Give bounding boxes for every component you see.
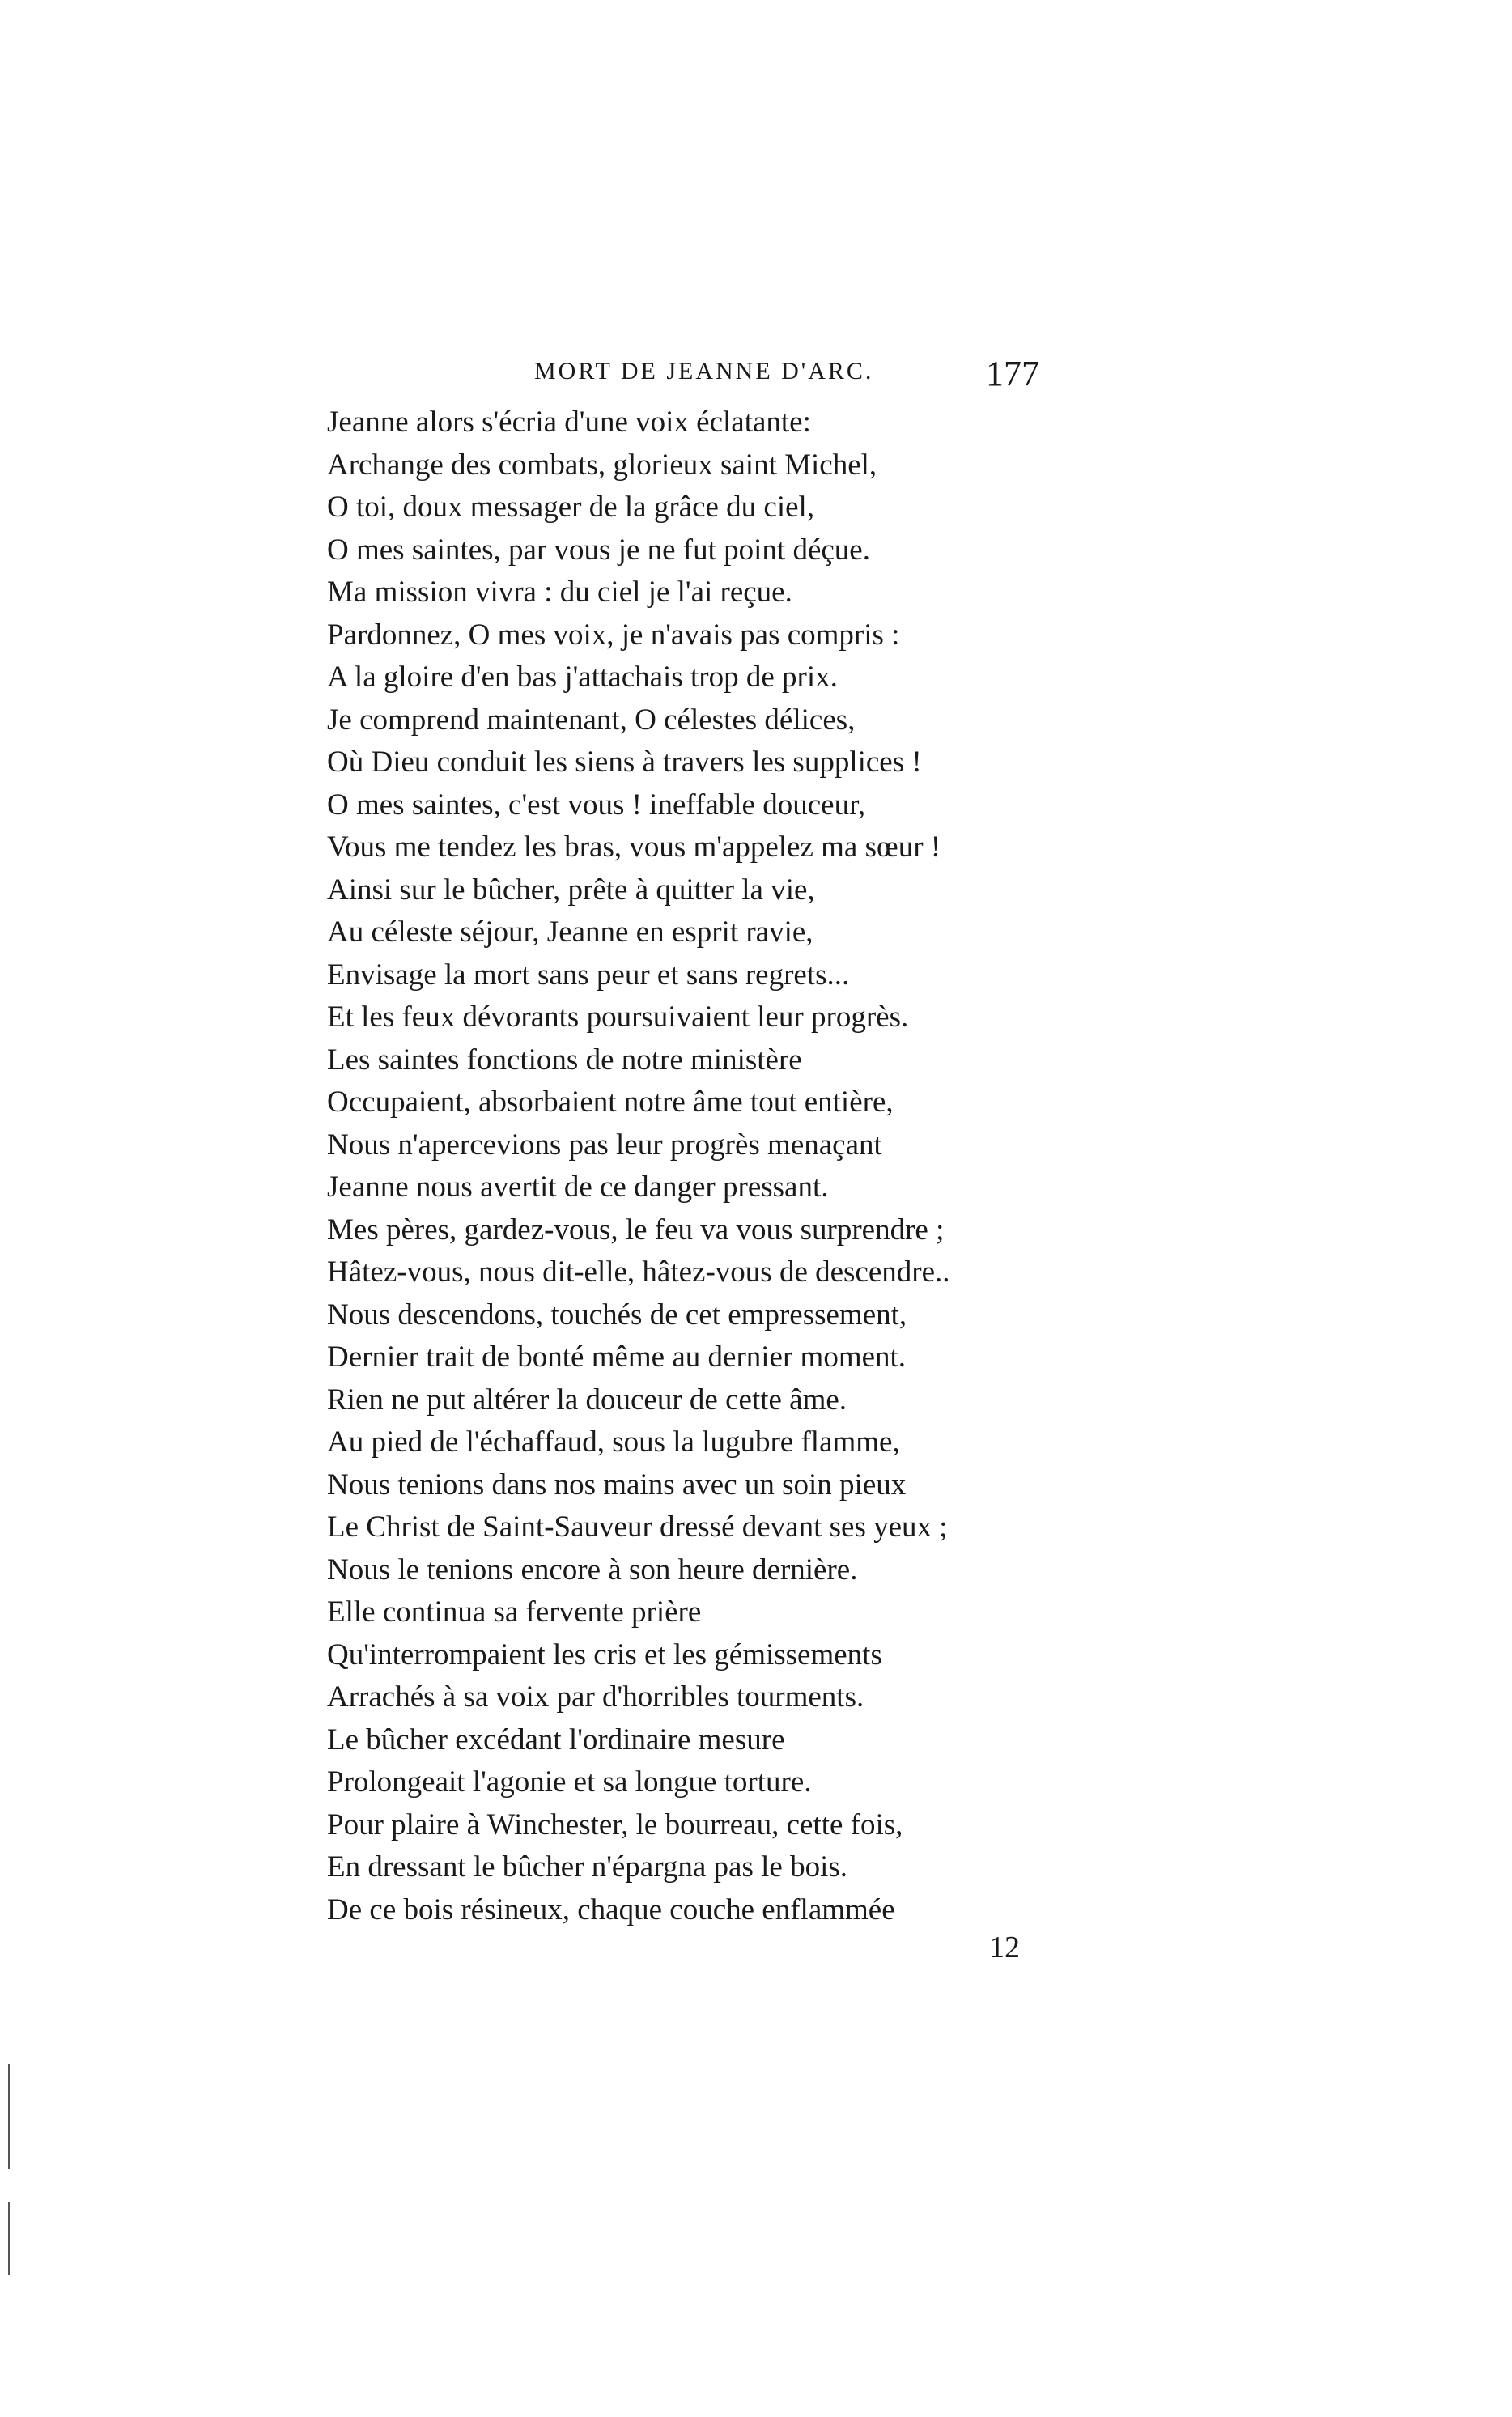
verse-line: Rien ne put altérer la douceur de cette âme. <box>327 1383 847 1417</box>
verse-line: Les saintes fonctions de notre ministère <box>327 1043 802 1077</box>
verse-line: Hâtez-vous, nous dit-elle, hâtez-vous de descendre.. <box>327 1255 950 1289</box>
verse-line: Le bûcher excédant l'ordinaire mesure <box>327 1722 785 1756</box>
verse-line: De ce bois résineux, chaque couche enflammée <box>327 1892 895 1926</box>
verse-line: Occupaient, absorbaient notre âme tout entière, <box>327 1085 894 1119</box>
verse-line: O mes saintes, c'est vous ! ineffable douceur, <box>327 788 866 822</box>
verse-line: Elle continua sa fervente prière <box>327 1595 702 1629</box>
running-head <box>0 353 1512 401</box>
verse-line: En dressant le bûcher n'épargna pas le bois. <box>327 1850 848 1884</box>
verse-line: Envisage la mort sans peur et sans regrets... <box>327 958 850 992</box>
running-title: MORT DE JEANNE D'ARC. <box>534 358 874 384</box>
verse-line: Archange des combats, glorieux saint Michel, <box>327 448 877 482</box>
verse-line: Au céleste séjour, Jeanne en esprit ravie, <box>327 915 813 949</box>
verse-line: Prolongeait l'agonie et sa longue torture. <box>327 1765 812 1799</box>
verse-line: Vous me tendez les bras, vous m'appelez ma sœur ! <box>327 830 941 864</box>
verse-line: O toi, doux messager de la grâce du ciel, <box>327 491 815 524</box>
verse-line: Au pied de l'échaffaud, sous la lugubre flamme, <box>327 1425 900 1459</box>
verse-line: Nous tenions dans nos mains avec un soin pieux <box>327 1468 907 1502</box>
verse-line: Où Dieu conduit les siens à travers les supplices ! <box>327 745 922 779</box>
verse-line: Jeanne alors s'écria d'une voix éclatante: <box>327 406 811 439</box>
verse-line: Nous le tenions encore à son heure dernière. <box>327 1553 858 1587</box>
scan-artifact-line <box>8 2202 10 2275</box>
verse-line: Le Christ de Saint-Sauveur dressé devant ses yeux ; <box>327 1510 948 1544</box>
verse-line: Nous descendons, touchés de cet empressement, <box>327 1298 907 1332</box>
page-number: 177 <box>986 354 1039 393</box>
verse-line: Qu'interrompaient les cris et les gémissements <box>327 1638 882 1672</box>
verse-line: Ainsi sur le bûcher, prête à quitter la vie, <box>327 873 815 907</box>
verse-line: Dernier trait de bonté même au dernier moment. <box>327 1340 907 1374</box>
verse-line: Je comprend maintenant, O célestes délices, <box>327 703 856 737</box>
verse-line: A la gloire d'en bas j'attachais trop de prix. <box>327 661 838 694</box>
verse-line: Nous n'apercevions pas leur progrès menaçant <box>327 1128 882 1162</box>
verse-line: Et les feux dévorants poursuivaient leur progrès. <box>327 1000 909 1034</box>
verse-line: Ma mission vivra : du ciel je l'ai reçue. <box>327 576 792 609</box>
verse-line: Mes pères, gardez-vous, le feu va vous surprendre ; <box>327 1213 945 1247</box>
verse-line: Arrachés à sa voix par d'horribles tourments. <box>327 1680 864 1714</box>
scan-artifact-line <box>8 2064 10 2169</box>
signature-mark: 12 <box>989 1931 1020 1965</box>
verse-block <box>327 401 1136 1931</box>
verse-line: Pardonnez, O mes voix, je n'avais pas compris : <box>327 618 900 652</box>
verse-line: O mes saintes, par vous je ne fut point déçue. <box>327 533 870 567</box>
verse-line: Jeanne nous avertit de ce danger pressant. <box>327 1170 829 1204</box>
verse-line: Pour plaire à Winchester, le bourreau, cette fois, <box>327 1807 903 1841</box>
